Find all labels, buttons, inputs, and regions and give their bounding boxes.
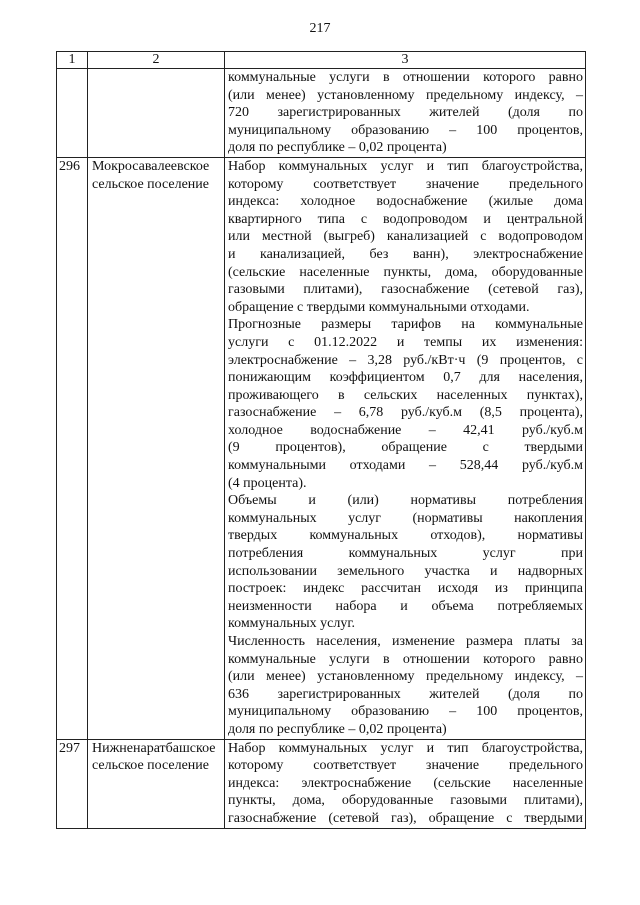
header-col-2: 2 <box>88 52 225 69</box>
text-line: Прогнозные размеры тарифов на коммунальные <box>228 317 583 333</box>
text-line: доля по республике – 0,02 процента) <box>228 140 447 156</box>
text-line: (9 процентов), обращение с твердыми <box>228 440 583 456</box>
text-line: холодное водоснабжение – 42,41 руб./куб.м <box>228 422 583 438</box>
text-line: или местной (выгреб) канализацией с водопроводом <box>228 229 583 245</box>
text-line: коммунальных услуг (нормативы накопления <box>228 510 583 526</box>
text-line: квартирного типа с водопроводом и центральной <box>228 211 583 227</box>
tariff-table <box>56 51 586 829</box>
settlement-name: Мокросавалеевское сельское поселение <box>88 157 225 739</box>
table-header-row <box>57 52 586 69</box>
text-line: Объемы и (или) нормативы потребления <box>228 493 583 509</box>
text-line: обращение с твердыми коммунальными отходами. <box>228 299 530 315</box>
page-number: 217 <box>309 21 331 36</box>
text-line: газоснабжение (сетевой газ), обращение с твердыми <box>228 810 583 826</box>
text-line: проживающего в сельских населенных пунктах), <box>228 387 583 403</box>
text-line: (или менее) установленному предельному индексу, – <box>228 669 583 685</box>
text-line: потребления коммунальных услуг при <box>228 546 583 562</box>
row-number <box>57 69 88 158</box>
table-row <box>57 739 586 828</box>
text-line: услуги с 01.12.2022 и темпы их изменения: <box>228 334 583 350</box>
text-line: электроснабжение – 3,28 руб./кВт·ч (9 процентов, с <box>228 352 583 368</box>
header-col-1: 1 <box>57 52 88 69</box>
text-line: индекса: электроснабжение (сельские населенные <box>228 775 583 791</box>
text-line: доля по республике – 0,02 процента) <box>228 721 447 737</box>
text-line: построек: индекс рассчитан исходя из принципа <box>228 581 583 597</box>
text-line: понижающим коэффициентом 0,7 для населения, <box>228 370 583 386</box>
text-line: неизменности набора и объема потребляемых <box>228 598 583 614</box>
text-line: индекса: холодное водоснабжение (жилые дома <box>228 194 583 210</box>
text-line: которому соответствует значение предельного <box>228 176 583 192</box>
header-col-3: 3 <box>225 52 586 69</box>
text-line: (сельские населенные пункты, дома, оборудованные <box>228 264 583 280</box>
text-line: коммунальных услуг. <box>228 616 356 632</box>
text-line: коммунальные услуги в отношении которого равно <box>228 651 583 667</box>
row-number: 297 <box>57 739 88 828</box>
text-line: которому соответствует значение предельного <box>228 758 583 774</box>
text-line: и канализацией, без ванн), электроснабжение <box>228 246 583 262</box>
text-line: газовыми плитами), газоснабжение (сетевой газ), <box>228 282 583 298</box>
text-line: Набор коммунальных услуг и тип благоустройства, <box>228 158 583 174</box>
table-row <box>57 157 586 739</box>
text-line: 636 зарегистрированных жителей (доля по <box>228 686 583 702</box>
settlement-name: Нижненаратбашское сельское поселение <box>88 739 225 828</box>
text-line: газоснабжение – 6,78 руб./куб.м (8,5 процента), <box>228 405 583 421</box>
row-number: 296 <box>57 157 88 739</box>
text-line: (или менее) установленному предельному индексу, – <box>228 87 583 103</box>
text-line: муниципальному образованию – 100 процентов, <box>228 122 583 138</box>
text-line: 720 зарегистрированных жителей (доля по <box>228 105 583 121</box>
text-line: (4 процента). <box>228 475 307 491</box>
text-line: Численность населения, изменение размера платы за <box>228 634 583 649</box>
text-line: муниципальному образованию – 100 процентов, <box>228 704 583 720</box>
text-line: использовании земельного участка и надворных <box>228 563 583 579</box>
table-row <box>57 69 586 158</box>
description-cell <box>225 157 586 739</box>
text-line: твердых коммунальных отходов), нормативы <box>228 528 583 544</box>
text-line: коммунальными отходами – 528,44 руб./куб.м <box>228 458 583 474</box>
text-line: Набор коммунальных услуг и тип благоустройства, <box>228 740 583 756</box>
description-cell <box>225 69 586 158</box>
text-line: пункты, дома, оборудованные газовыми плитами), <box>228 793 583 809</box>
description-cell <box>225 739 586 828</box>
settlement-name <box>88 69 225 158</box>
text-line: коммунальные услуги в отношении которого равно <box>228 70 583 85</box>
